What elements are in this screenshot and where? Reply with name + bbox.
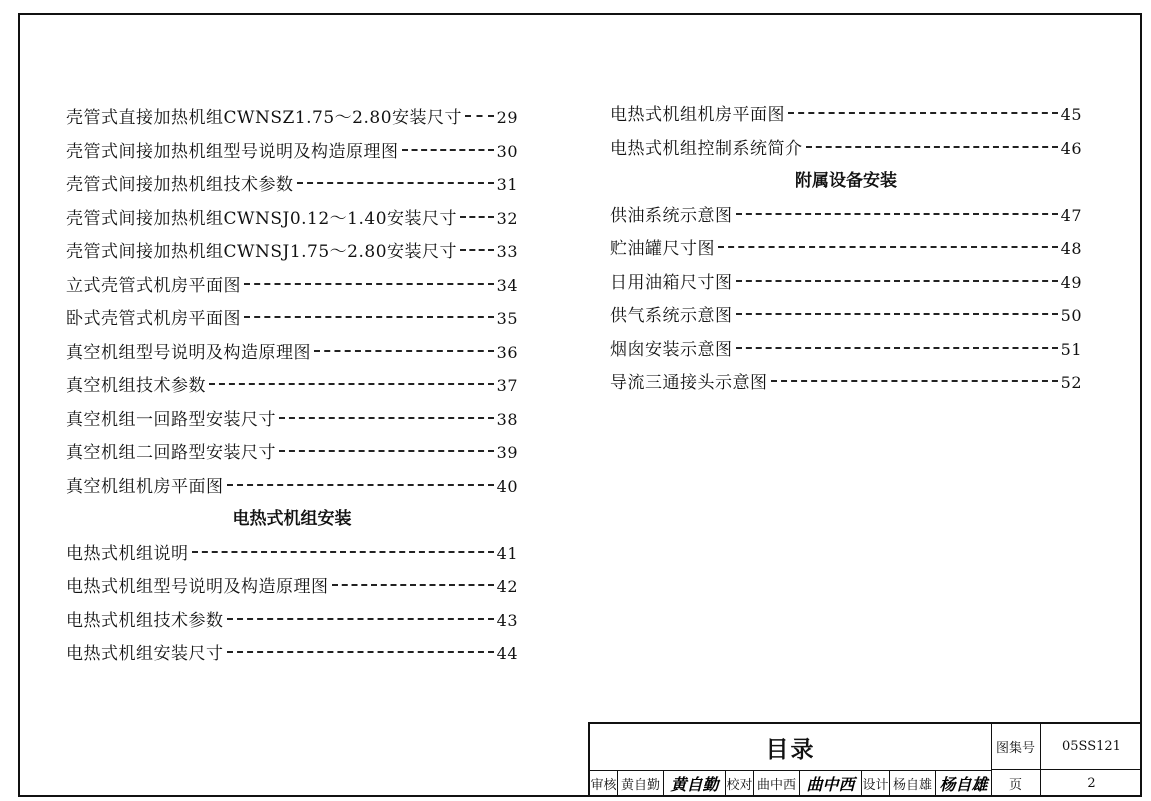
section-heading-electric: 电热式机组安装 <box>232 509 352 529</box>
dot-leader <box>771 380 1058 382</box>
toc-entry-page: 35 <box>496 309 518 328</box>
check-signature: 曲中西 <box>800 770 862 797</box>
dot-leader <box>227 651 494 653</box>
toc-left-column <box>66 101 518 671</box>
atlas-number-value: 05SS121 <box>1041 724 1142 770</box>
dot-leader <box>788 112 1058 114</box>
toc-entry <box>66 235 518 269</box>
toc-entry-title: 真空机组技术参数 <box>66 376 206 396</box>
toc-entry-title: 壳管式间接加热机组CWNSJ1.75～2.80安装尺寸 <box>66 242 458 262</box>
design-name: 杨自雄 <box>890 770 936 797</box>
dot-leader <box>460 216 494 218</box>
toc-entry-page: 34 <box>496 275 518 295</box>
toc-entry-title: 导流三通接头示意图 <box>610 373 768 393</box>
dot-leader <box>297 182 494 184</box>
review-signature: 黄自勤 <box>664 770 726 797</box>
dot-leader <box>806 146 1058 148</box>
toc-entry-title: 真空机组二回路型安装尺寸 <box>66 443 276 463</box>
toc-entry-page: 43 <box>496 610 518 630</box>
dot-leader <box>736 347 1058 349</box>
toc-entry <box>66 537 518 571</box>
toc-entry <box>66 403 518 437</box>
toc-entry <box>66 570 518 604</box>
toc-entry-page: 49 <box>1060 272 1082 292</box>
design-signature: 杨自雄 <box>939 775 988 794</box>
toc-entry-title: 电热式机组型号说明及构造原理图 <box>66 577 329 597</box>
toc-entry-title: 烟囱安装示意图 <box>610 339 733 360</box>
toc-entry <box>66 135 518 169</box>
toc-entry <box>610 266 1082 300</box>
toc-entry-page: 50 <box>1060 306 1082 325</box>
toc-entry-title: 真空机组一回路型安装尺寸 <box>66 409 276 430</box>
toc-entry <box>66 269 518 303</box>
dot-leader <box>279 417 494 419</box>
check-name: 曲中西 <box>754 770 800 797</box>
atlas-number-label: 图集号 <box>991 724 1041 770</box>
toc-entry-page: 52 <box>1060 373 1082 392</box>
toc-right-column <box>610 98 1082 400</box>
title-block <box>588 722 1142 797</box>
toc-entry-page: 46 <box>1060 138 1082 158</box>
page-number-value: 2 <box>1087 776 1096 791</box>
toc-entry-title: 贮油罐尺寸图 <box>610 239 715 259</box>
toc-entry-title: 立式壳管式机房平面图 <box>66 275 241 296</box>
review-name: 黄自勤 <box>618 770 664 797</box>
design-label: 设计 <box>862 770 890 797</box>
toc-entry-page: 48 <box>1060 239 1082 258</box>
toc-entry-page: 44 <box>496 644 518 663</box>
toc-entry <box>610 333 1082 367</box>
toc-entry <box>66 101 518 135</box>
dot-leader <box>465 115 494 117</box>
dot-leader <box>192 551 494 553</box>
toc-entry-title: 电热式机组机房平面图 <box>610 105 785 125</box>
toc-entry <box>610 299 1082 333</box>
toc-entry <box>610 366 1082 400</box>
toc-entry-page: 33 <box>496 242 518 261</box>
toc-entry <box>66 336 518 370</box>
dot-leader <box>314 350 494 352</box>
toc-entry <box>66 637 518 671</box>
toc-entry-page: 30 <box>496 141 518 161</box>
toc-entry-title: 电热式机组说明 <box>66 543 189 564</box>
dot-leader <box>244 283 494 285</box>
dot-leader <box>332 584 494 586</box>
page-label: 页 <box>991 770 1041 797</box>
toc-entry <box>66 604 518 638</box>
toc-entry-page: 37 <box>496 376 518 395</box>
toc-entry-title: 壳管式间接加热机组CWNSJ0.12～1.40安装尺寸 <box>66 208 458 229</box>
title-block-title: 目录 <box>590 724 992 771</box>
toc-entry <box>66 202 518 236</box>
dot-leader <box>736 313 1058 315</box>
toc-entry-page: 41 <box>496 543 518 563</box>
toc-entry-page: 38 <box>496 409 518 429</box>
toc-entry-title: 日用油箱尺寸图 <box>610 272 733 293</box>
toc-entry-page: 36 <box>496 342 518 362</box>
toc-entry-title: 真空机组型号说明及构造原理图 <box>66 342 311 363</box>
toc-entry <box>66 168 518 202</box>
toc-entry <box>66 302 518 336</box>
toc-entry <box>66 369 518 403</box>
dot-leader <box>736 280 1058 282</box>
toc-entry-page: 31 <box>496 175 518 194</box>
toc-entry <box>610 232 1082 266</box>
toc-entry <box>610 199 1082 233</box>
toc-entry <box>610 132 1082 166</box>
dot-leader <box>279 450 494 452</box>
section-heading-auxiliary: 附属设备安装 <box>795 171 897 191</box>
toc-entry-title: 供油系统示意图 <box>610 205 733 226</box>
toc-entry <box>610 98 1082 132</box>
dot-leader <box>227 618 494 620</box>
toc-entry <box>66 470 518 504</box>
toc-entry-page: 29 <box>496 108 518 127</box>
dot-leader <box>402 149 494 151</box>
toc-entry-page: 51 <box>1060 339 1082 359</box>
signature-row <box>590 770 992 797</box>
toc-entry-page: 47 <box>1060 205 1082 225</box>
toc-entry-page: 40 <box>496 476 518 496</box>
toc-entry-page: 39 <box>496 443 518 462</box>
review-label: 审核 <box>590 770 618 797</box>
toc-entry-page: 42 <box>496 577 518 596</box>
check-label: 校对 <box>726 770 754 797</box>
dot-leader <box>718 246 1058 248</box>
dot-leader <box>736 213 1058 215</box>
toc-entry-title: 卧式壳管式机房平面图 <box>66 309 241 329</box>
toc-entry-title: 真空机组机房平面图 <box>66 476 224 497</box>
dot-leader <box>209 383 494 385</box>
dot-leader <box>227 484 494 486</box>
toc-entry-title: 供气系统示意图 <box>610 306 733 326</box>
dot-leader <box>244 316 494 318</box>
toc-entry-title: 电热式机组安装尺寸 <box>66 644 224 664</box>
dot-leader <box>460 249 494 251</box>
toc-entry-title: 壳管式间接加热机组型号说明及构造原理图 <box>66 141 399 162</box>
toc-entry-title: 电热式机组技术参数 <box>66 610 224 631</box>
toc-entry <box>66 436 518 470</box>
toc-entry-title: 电热式机组控制系统简介 <box>610 138 803 159</box>
toc-entry-page: 45 <box>1060 105 1082 124</box>
toc-entry-page: 32 <box>496 208 518 228</box>
toc-entry-title: 壳管式间接加热机组技术参数 <box>66 175 294 195</box>
toc-entry-title: 壳管式直接加热机组CWNSZ1.75～2.80安装尺寸 <box>66 108 463 128</box>
